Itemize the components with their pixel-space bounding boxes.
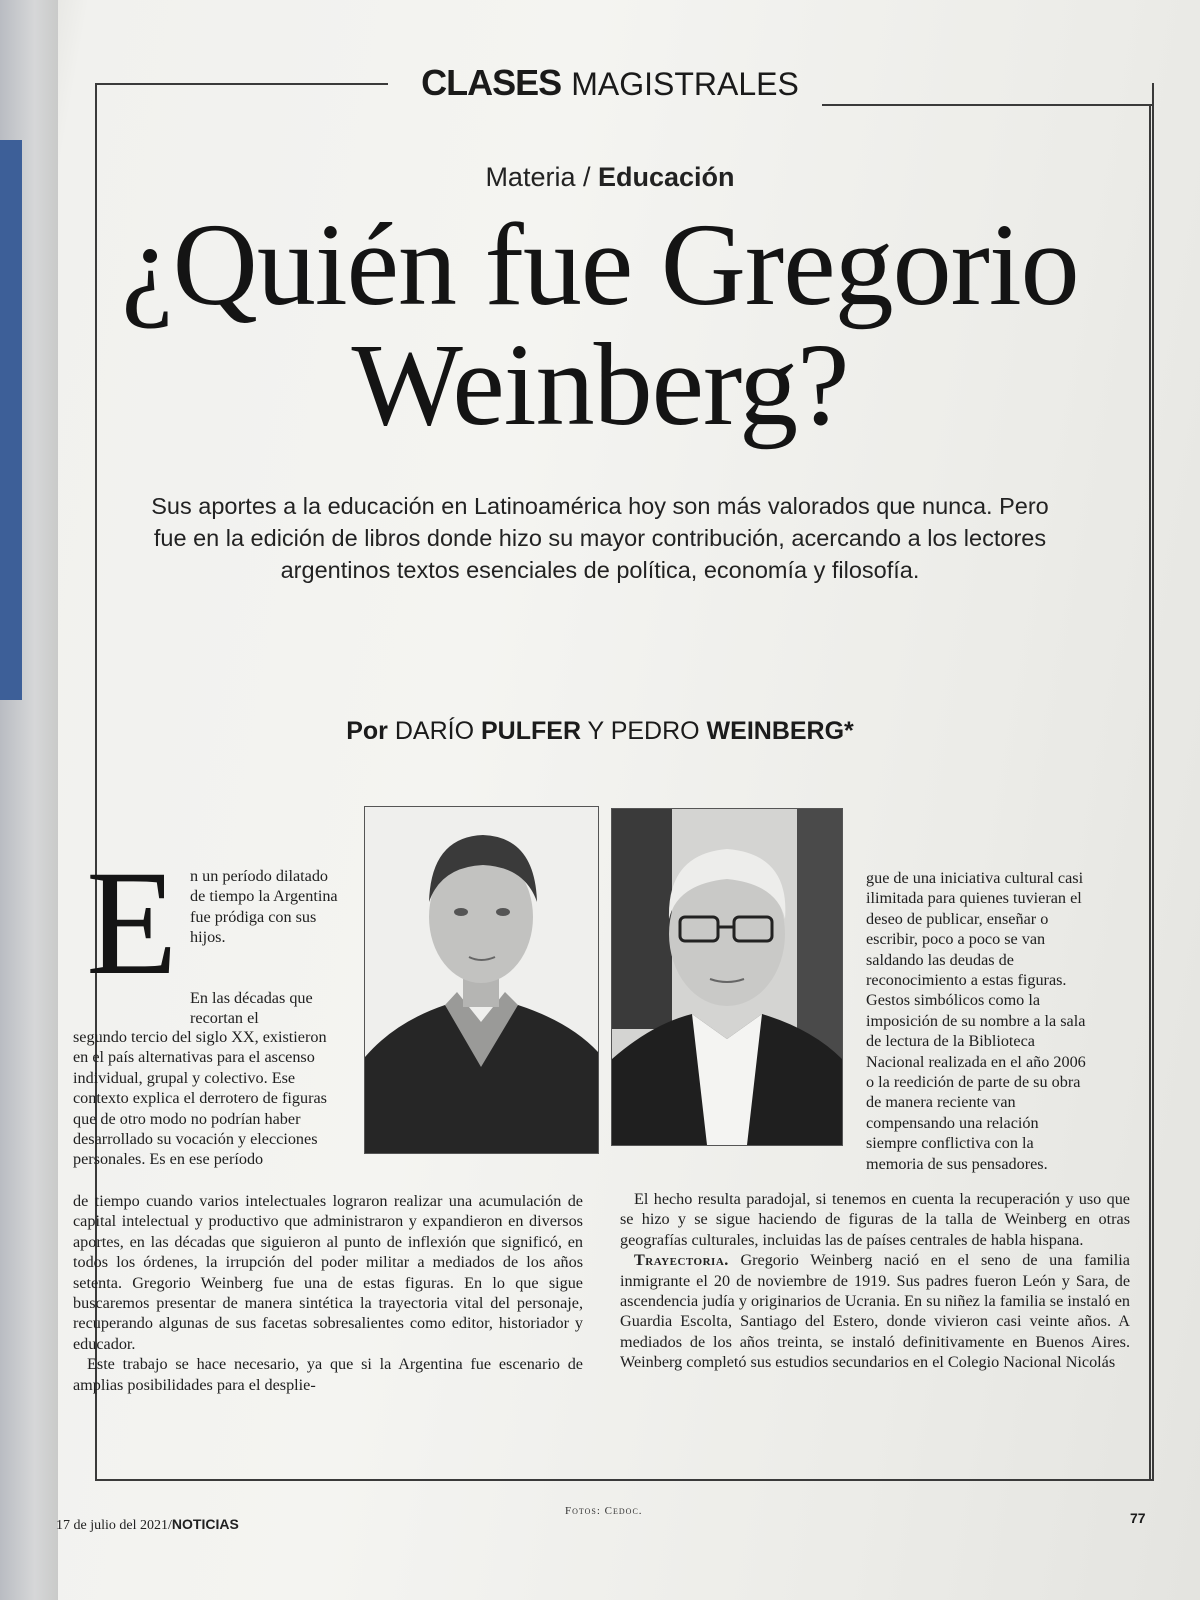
frame-rule-side bbox=[1149, 104, 1151, 1480]
author-photo-2 bbox=[611, 808, 843, 1146]
article-paragraph: El hecho resulta paradojal, si tenemos en cuenta la recuperación y uso que se hizo y se sigue haciendo de figuras de la talla de Weinberg en otras geografías culturales, incluidas las de países centrales de habla hispana. bbox=[620, 1190, 1130, 1249]
article-column-1-narrow: n un período dilatado de tiempo la Argentina fue pródiga con sus hijos. bbox=[190, 867, 338, 947]
article-column-1-wide: segundo tercio del siglo XX, existieron en el país alternativas para el ascenso individual, grupal y colectivo. Ese contexto explica el derrotero de figuras que de otro modo no podrían haber desarrollado su vocación y elecciones personales. Es en ese período bbox=[73, 1028, 327, 1169]
subject-label: Materia bbox=[485, 162, 576, 192]
subhead-trayectoria: Trayectoria. bbox=[634, 1251, 729, 1270]
subject-separator: / bbox=[582, 162, 591, 192]
byline-and: Y bbox=[587, 717, 604, 745]
headline-line-1: ¿Quién fue Gregorio bbox=[121, 199, 1079, 330]
frame-rule-right bbox=[822, 104, 1152, 106]
frame-rule-left bbox=[95, 83, 388, 85]
article-paragraph bbox=[620, 1250, 1130, 1372]
byline-author2-first: PEDRO bbox=[610, 717, 700, 745]
drop-cap: E bbox=[86, 840, 178, 1006]
facing-page-color-strip bbox=[0, 140, 22, 700]
issue-date: 17 de julio del 2021 bbox=[56, 1518, 168, 1533]
subject-value: Educación bbox=[598, 162, 735, 192]
section-title-regular: MAGISTRALES bbox=[571, 66, 799, 102]
article-paragraph-text: Gregorio Weinberg nació en el seno de una familia inmigrante el 20 de noviembre de 1919. Sus padres fueron León y Sara, de ascendencia judía y originarios de Ucrania. En su niñez la familia se instaló en Guardia Escolta, Santiago del Estero, donde vivieron casi veinte años. A mediados de los años treinta, se instaló definitivamente en Buenos Aires. Weinberg completó sus estudios secundarios en el Colegio Nacional Nicolás bbox=[620, 1251, 1130, 1372]
folio-separator: / bbox=[168, 1518, 172, 1533]
section-title bbox=[395, 62, 825, 104]
byline-author2-last: WEINBERG* bbox=[706, 717, 854, 745]
author-photo-1 bbox=[364, 806, 599, 1154]
article-column-2-full bbox=[620, 1189, 1130, 1373]
article-paragraph: de tiempo cuando varios intelectuales lograron realizar una acumulación de capital intelectual y productivo que administraron y expandieron en diversos aportes, en las décadas que siguieron al punto de inflexión que significó, en todos los órdenes, la irrupción del poder militar a mediados de los años setenta. Gregorio Weinberg fue una de estas figuras. En lo que sigue buscaremos presentar de manera sintética la trayectoria vital del personaje, recuperando algunas de sus facetas sobresalientes como editor, historiador y educador. bbox=[73, 1192, 583, 1353]
article-paragraph: Este trabajo se hace necesario, ya que si la Argentina fue escenario de amplias posibilidades para el desplie- bbox=[73, 1355, 583, 1394]
section-title-bold: CLASES bbox=[421, 62, 562, 103]
byline-author1-last: PULFER bbox=[481, 717, 581, 745]
subject-line bbox=[250, 162, 970, 193]
page-number: 77 bbox=[1130, 1510, 1146, 1526]
headline-line-2: Weinberg? bbox=[351, 319, 849, 450]
magazine-name: NOTICIAS bbox=[171, 1516, 239, 1532]
article-column-1-mid: En las décadas que recortan el bbox=[190, 989, 313, 1028]
article-column-1-full bbox=[73, 1191, 583, 1395]
deck-summary: Sus aportes a la educación en Latinoamérica hoy son más valorados que nunca. Pero fue en la edición de libros donde hizo su mayor contribución, acercando a los lectores argentinos textos esenciales de política, economía y filosofía. bbox=[151, 493, 1049, 583]
headline bbox=[100, 199, 1100, 450]
byline-author1-first: DARÍO bbox=[394, 717, 475, 745]
facing-page-edge bbox=[0, 0, 58, 1600]
byline-por: Por bbox=[346, 717, 388, 745]
folio bbox=[56, 1516, 239, 1534]
article-column-2-narrow: gue de una iniciativa cultural casi ilimitada para quienes tuvieran el deseo de publicar, enseñar o escribir, poco a poco se van saldando las deudas de reconocimiento a estas figuras. Gestos simbólicos como la imposición de su nombre a la sala de lectura de la Biblioteca Nacional realizada en el año 2006 o la reedición de parte de su obra de manera reciente van compensando una relación siempre conflictiva con la memoria de sus pensadores. bbox=[866, 869, 1086, 1173]
photo-credit: Fotos: Cedoc. bbox=[565, 1505, 643, 1517]
byline bbox=[100, 717, 1100, 746]
